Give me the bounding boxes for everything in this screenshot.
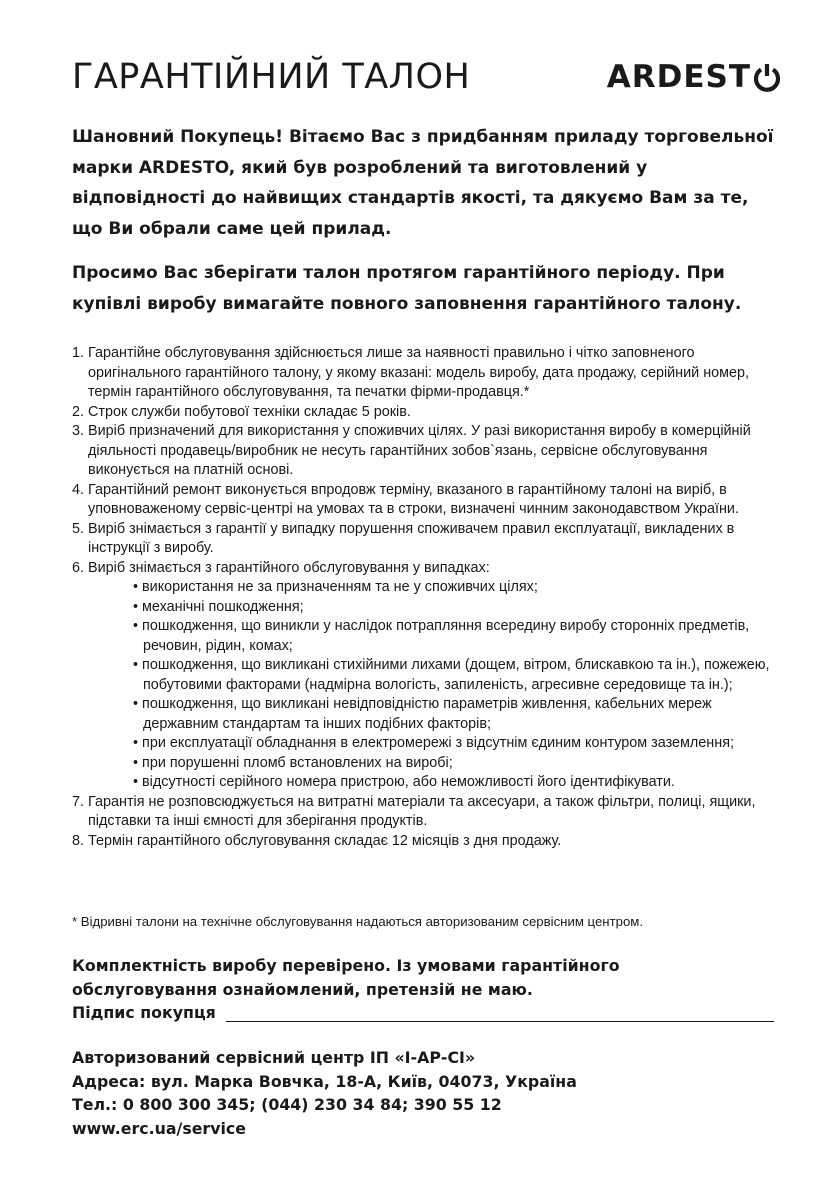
page-title: ГАРАНТІЙНИЙ ТАЛОН bbox=[72, 57, 471, 97]
term-item-text: 6. Виріб знімається з гарантійного обслуговування у випадках: bbox=[72, 559, 490, 576]
exclusion-item: • механічні пошкодження; bbox=[133, 598, 304, 615]
confirmation-line: обслуговування ознайомлений, претензій не маю. bbox=[72, 979, 533, 999]
service-center-info bbox=[72, 1046, 792, 1140]
term-item: 1. Гарантійне обслуговування здійснюється лише за наявності правильно і чітко заповненого оригінального гарантійного талону, у якому вказані: модель виробу, дата продажу, серійний номер, термін гарантійного обслуговування, та печатки фірми-продавця.* bbox=[72, 345, 750, 400]
term-item: 8. Термін гарантійного обслуговування складає 12 місяців з дня продажу. bbox=[72, 832, 562, 849]
exclusion-item: • пошкодження, що викликані стихійними лихами (дощем, вітром, блискавкою та ін.), пожежею, побутовими факторами (надмірна вологість, запиленість, агресивне середовище та ін.); bbox=[133, 657, 770, 693]
term-item-exclusions bbox=[72, 559, 772, 793]
power-icon bbox=[752, 62, 782, 92]
service-center-address: Адреса: вул. Марка Вовчка, 18-А, Київ, 04073, Україна bbox=[72, 1071, 577, 1091]
exclusion-item: • пошкодження, що виникли у наслідок потрапляння всередину виробу сторонніх предметів, речовин, рідин, комах; bbox=[133, 618, 750, 654]
signature-line[interactable] bbox=[226, 1003, 774, 1022]
service-center-website: www.erc.ua/service bbox=[72, 1118, 247, 1138]
exclusions-list bbox=[88, 578, 772, 793]
exclusion-item: • використання не за призначенням та не у споживчих цілях; bbox=[133, 579, 538, 595]
exclusion-item: • при порушенні пломб встановлених на виробі; bbox=[133, 754, 453, 771]
customer-confirmation bbox=[72, 954, 792, 1025]
term-item: 3. Виріб призначений для використання у споживчих цілях. У разі використання виробу в комерційній діяльності продавець/виробник не несуть гарантійних зобов`язань, сервісне обслуговування виконується на платній основі. bbox=[72, 423, 751, 478]
exclusion-item: • відсутності серійного номера пристрою, або неможливості його ідентифікувати. bbox=[133, 774, 675, 790]
page-header bbox=[72, 52, 782, 108]
request-paragraph: Просимо Вас зберігати талон протягом гарантійного періоду. При купівлі виробу вимагайте повного заповнення гарантійного талону. bbox=[72, 263, 742, 314]
warranty-terms-list bbox=[72, 344, 772, 851]
exclusion-item: • при експлуатації обладнання в електромережі з відсутнім єдиним контуром заземлення; bbox=[133, 735, 734, 751]
confirmation-line: Комплектність виробу перевірено. Із умовами гарантійного bbox=[72, 956, 620, 975]
term-item: 5. Виріб знімається з гарантії у випадку порушення споживачем правил експлуатації, викладених в інструкції з виробу. bbox=[72, 520, 735, 556]
term-item: 4. Гарантійний ремонт виконується впродовж терміну, вказаного в гарантійному талоні на виріб, в уповноваженому сервіс-центрі на умовах та в строки, визначені чинним законодавством України. bbox=[72, 481, 739, 517]
footnote: * Відривні талони на технічне обслуговування надаються авторизованим сервісним центром. bbox=[72, 914, 644, 929]
ardesto-logo bbox=[607, 58, 782, 96]
service-center-phones: Тел.: 0 800 300 345; (044) 230 34 84; 390 55 12 bbox=[72, 1095, 502, 1114]
term-item: 2. Строк служби побутової техніки складає 5 років. bbox=[72, 403, 411, 420]
signature-label: Підпис покупця bbox=[72, 1003, 216, 1022]
logo-text: ARDEST bbox=[606, 59, 751, 95]
term-item: 7. Гарантія не розповсюджується на витратні матеріали та аксесуари, а також фільтри, полиці, ящики, підставки та інші ємності для зберігання продуктів. bbox=[72, 793, 756, 829]
intro-paragraph: Шановний Покупець! Вітаємо Вас з придбанням приладу торговельної марки ARDESTO, який був розроблений та виготовлений у відповідності до найвищих стандартів якості, та дякуємо Вам за те, що Ви обрали саме цей прилад. bbox=[72, 127, 774, 239]
signature-row bbox=[72, 1001, 774, 1025]
exclusion-item: • пошкодження, що викликані невідповідністю параметрів живлення, кабельних мереж державним стандартам та інших подібних факторів; bbox=[133, 696, 712, 732]
service-center-name: Авторизований сервісний центр ІП «І-АР-СІ» bbox=[72, 1048, 476, 1067]
